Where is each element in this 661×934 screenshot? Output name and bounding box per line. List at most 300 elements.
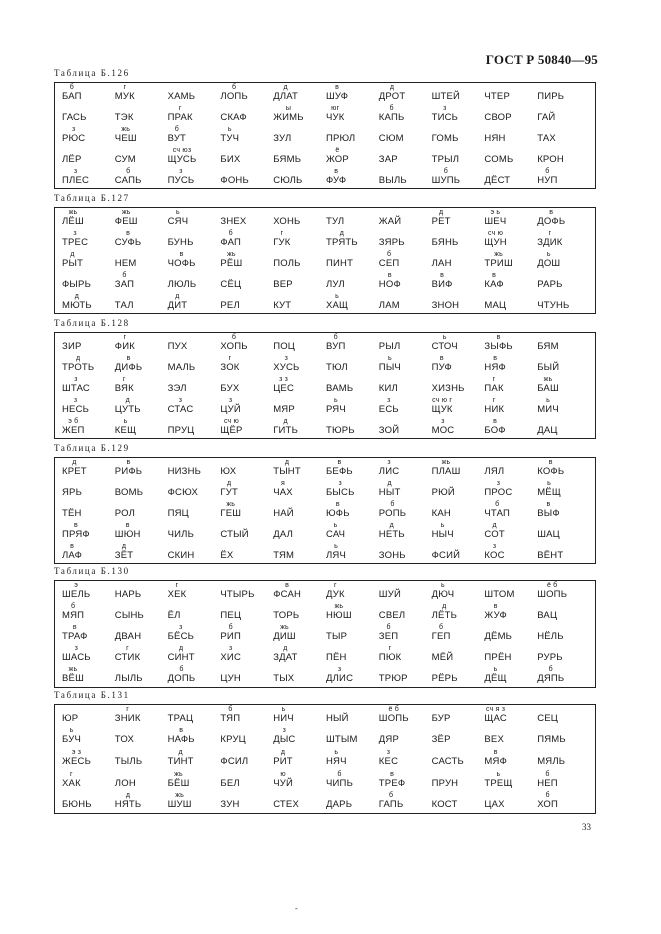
syllable-word bbox=[62, 272, 91, 290]
table-cell bbox=[326, 251, 379, 271]
table-row bbox=[55, 251, 595, 271]
table-cell bbox=[273, 397, 326, 417]
table-cell bbox=[220, 251, 273, 271]
phoneme-annotation: жь bbox=[226, 500, 236, 508]
table-cell bbox=[62, 749, 115, 769]
word-text: КИЛ bbox=[378, 382, 398, 394]
table-cell bbox=[62, 480, 115, 500]
syllable-word bbox=[168, 334, 188, 352]
syllable-word bbox=[379, 543, 406, 561]
syllable-word bbox=[115, 355, 143, 373]
syllable-word bbox=[379, 105, 405, 123]
table-row bbox=[55, 293, 595, 313]
syllable-word bbox=[379, 376, 398, 394]
syllable-word bbox=[326, 727, 358, 745]
table-row bbox=[55, 459, 595, 479]
table-grid bbox=[54, 457, 596, 564]
table-cell bbox=[326, 749, 379, 769]
phoneme-annotation: ь bbox=[69, 727, 74, 735]
table-cell bbox=[115, 418, 168, 438]
phoneme-annotation: б bbox=[122, 271, 127, 279]
table-cell bbox=[273, 522, 326, 542]
syllable-word bbox=[115, 543, 133, 561]
phoneme-annotation: в bbox=[390, 770, 394, 778]
word-text: ПОЛЬ bbox=[273, 257, 301, 269]
word-text: ЛАФ bbox=[62, 549, 83, 561]
table-cell bbox=[115, 480, 168, 500]
word-text: ЮХ bbox=[220, 465, 237, 477]
table-cell bbox=[326, 792, 379, 812]
table-cell bbox=[432, 334, 485, 354]
table-cell bbox=[115, 666, 168, 686]
table-cell bbox=[273, 251, 326, 271]
word-text: ЁЛ bbox=[167, 609, 181, 621]
word-text: ГИТЬ bbox=[273, 424, 298, 436]
word-text: ПРЁН bbox=[484, 652, 512, 664]
syllable-word bbox=[115, 397, 141, 415]
word-text: ЖЕСЬ bbox=[62, 755, 92, 767]
phoneme-annotation: з bbox=[179, 167, 183, 175]
table-cell bbox=[326, 522, 379, 542]
table-row bbox=[55, 168, 595, 188]
word-text: ЁХ bbox=[220, 549, 234, 561]
syllable-word bbox=[432, 582, 455, 600]
table-cell bbox=[220, 418, 273, 438]
table-cell bbox=[220, 355, 273, 375]
table-cell bbox=[273, 603, 326, 623]
syllable-word bbox=[168, 480, 198, 498]
table-cell bbox=[220, 126, 273, 146]
word-text: БУЧ bbox=[62, 734, 81, 746]
table-cell bbox=[62, 397, 115, 417]
syllable-word bbox=[62, 209, 84, 227]
page-number: 33 bbox=[582, 822, 591, 832]
word-text: ЛАН bbox=[431, 257, 452, 269]
word-text: РОПЬ bbox=[378, 507, 407, 519]
word-text: ЗДАТ bbox=[273, 652, 298, 664]
table-cell bbox=[379, 624, 432, 644]
table-cell bbox=[62, 376, 115, 396]
phoneme-annotation: з bbox=[338, 479, 342, 487]
table-cell bbox=[115, 293, 168, 313]
syllable-word bbox=[62, 727, 81, 745]
syllable-word bbox=[220, 355, 239, 373]
phoneme-annotation: сч я з bbox=[486, 705, 506, 713]
table-cell bbox=[115, 272, 168, 292]
phoneme-annotation: в bbox=[548, 458, 553, 466]
table-cell bbox=[432, 522, 485, 542]
word-text: НЮШ bbox=[325, 609, 352, 621]
phoneme-annotation: з bbox=[387, 458, 391, 466]
word-text: ЗЭЛ bbox=[167, 382, 187, 394]
word-text: ГАПЬ bbox=[378, 799, 404, 811]
word-text: ЕСЬ bbox=[378, 403, 399, 415]
word-text: МАЦ bbox=[484, 299, 507, 311]
word-text: СЮЛЬ bbox=[273, 174, 303, 186]
syllable-word bbox=[484, 706, 507, 724]
phoneme-annotation: жь bbox=[280, 623, 289, 631]
word-text: НЕТЬ bbox=[378, 528, 405, 540]
syllable-word bbox=[220, 666, 241, 684]
word-text: ЛАМ bbox=[378, 299, 400, 311]
word-text: ТИНТ bbox=[167, 755, 194, 767]
word-text: ЖОР bbox=[325, 153, 349, 165]
table-cell bbox=[379, 355, 432, 375]
syllable-word bbox=[537, 397, 559, 415]
syllable-word bbox=[168, 459, 202, 477]
syllable-word bbox=[273, 645, 297, 663]
word-text: ЛУЛ bbox=[325, 278, 345, 290]
table-cell bbox=[326, 624, 379, 644]
syllable-word bbox=[537, 126, 556, 144]
syllable-word bbox=[484, 168, 510, 186]
word-text: ПЯМЬ bbox=[537, 734, 566, 746]
syllable-word bbox=[432, 230, 459, 248]
word-text: ТЫР bbox=[325, 630, 348, 642]
table-cell bbox=[220, 645, 273, 665]
syllable-word bbox=[379, 522, 405, 540]
table-cell bbox=[326, 293, 379, 313]
table-cell bbox=[326, 355, 379, 375]
word-text: ФАП bbox=[220, 236, 242, 248]
word-text: ЛЁР bbox=[62, 153, 82, 165]
table-cell bbox=[62, 147, 115, 167]
table-cell bbox=[432, 792, 485, 812]
phoneme-annotation: ь bbox=[227, 125, 232, 133]
table-cell bbox=[168, 522, 221, 542]
word-text: КРУЦ bbox=[220, 734, 246, 746]
table-cell bbox=[484, 543, 537, 563]
table-cell bbox=[220, 749, 273, 769]
table-cell bbox=[537, 749, 590, 769]
syllable-word bbox=[537, 522, 560, 540]
table-cell bbox=[537, 105, 590, 125]
syllable-word bbox=[62, 334, 82, 352]
table-cell bbox=[220, 480, 273, 500]
table-cell bbox=[62, 84, 115, 104]
table-cell bbox=[537, 147, 590, 167]
syllable-word bbox=[326, 624, 347, 642]
word-text: ШУФ bbox=[325, 90, 349, 102]
syllable-word bbox=[220, 706, 240, 724]
table-row bbox=[55, 543, 595, 563]
table-cell bbox=[537, 293, 590, 313]
word-text: ЗНОН bbox=[431, 299, 460, 311]
word-text: ТРАФ bbox=[62, 630, 88, 642]
table-cell bbox=[379, 603, 432, 623]
word-text: СТОЧ bbox=[431, 340, 458, 352]
table-cell bbox=[326, 376, 379, 396]
table-cell bbox=[432, 84, 485, 104]
table-cell bbox=[326, 272, 379, 292]
syllable-word bbox=[273, 418, 298, 436]
table-cell bbox=[379, 168, 432, 188]
word-text: КОС bbox=[484, 549, 505, 561]
syllable-word bbox=[432, 522, 454, 540]
table-cell bbox=[379, 418, 432, 438]
phoneme-annotation: э ь bbox=[490, 208, 501, 216]
syllable-word bbox=[168, 355, 196, 373]
word-text: РАРЬ bbox=[537, 278, 563, 290]
table-cell bbox=[168, 543, 221, 563]
word-text: КУТ bbox=[273, 299, 292, 311]
syllable-word bbox=[432, 706, 451, 724]
syllable-word bbox=[168, 624, 194, 642]
syllable-word bbox=[62, 522, 90, 540]
syllable-word bbox=[379, 771, 406, 789]
syllable-word bbox=[62, 645, 91, 663]
word-text: КАН bbox=[431, 507, 451, 519]
word-text: ЦУТЬ bbox=[114, 403, 141, 415]
word-text: НЫЙ bbox=[325, 712, 349, 724]
word-text: КОСТ bbox=[431, 799, 458, 811]
syllable-word bbox=[484, 397, 504, 415]
word-text: ШЕЛЬ bbox=[62, 588, 91, 600]
syllable-word bbox=[484, 459, 504, 477]
table-cell bbox=[115, 355, 168, 375]
phoneme-annotation: ь bbox=[493, 666, 498, 674]
syllable-word bbox=[220, 147, 240, 165]
syllable-word bbox=[537, 334, 559, 352]
word-text: ШЕЧ bbox=[484, 215, 507, 227]
table-cell bbox=[379, 501, 432, 521]
word-text: СУФЬ bbox=[114, 236, 142, 248]
phoneme-annotation: з з bbox=[279, 375, 289, 383]
syllable-word bbox=[273, 293, 291, 311]
word-text: НЕСЬ bbox=[62, 403, 90, 415]
table-cell bbox=[220, 272, 273, 292]
syllable-word bbox=[326, 334, 345, 352]
phoneme-annotation: з bbox=[73, 167, 78, 175]
phoneme-annotation: в bbox=[493, 354, 498, 362]
syllable-word bbox=[537, 792, 558, 810]
syllable-word bbox=[537, 706, 558, 724]
phoneme-annotation: ь bbox=[175, 208, 180, 216]
syllable-word bbox=[432, 624, 451, 642]
phoneme-annotation: в bbox=[387, 271, 392, 279]
syllable-word bbox=[432, 397, 453, 415]
table-cell bbox=[537, 727, 590, 747]
table-cell bbox=[537, 251, 590, 271]
word-text: ЛЯЛ bbox=[484, 465, 505, 477]
table-cell bbox=[220, 501, 273, 521]
table-cell bbox=[432, 105, 485, 125]
table-cell bbox=[62, 666, 115, 686]
table-cell bbox=[115, 397, 168, 417]
phoneme-annotation: г bbox=[126, 645, 129, 653]
table-cell bbox=[484, 480, 537, 500]
phoneme-annotation: з bbox=[337, 666, 342, 674]
word-text: ДОФЬ bbox=[537, 215, 566, 227]
syllable-word bbox=[379, 418, 399, 436]
table-cell bbox=[326, 582, 379, 602]
table-cell bbox=[115, 645, 168, 665]
table-b128 bbox=[54, 318, 596, 439]
syllable-word bbox=[484, 126, 505, 144]
word-text: ВУТ bbox=[167, 132, 187, 144]
word-text: ЗОНЬ bbox=[378, 549, 406, 561]
table-cell bbox=[379, 334, 432, 354]
word-text: ГУК bbox=[273, 236, 291, 248]
syllable-word bbox=[62, 792, 92, 810]
word-text: ПРЯФ bbox=[62, 528, 90, 540]
word-text: ЛОН bbox=[114, 777, 136, 789]
word-text: ЦАХ bbox=[484, 799, 505, 811]
syllable-word bbox=[168, 84, 196, 102]
word-text: ФИК bbox=[114, 340, 135, 352]
syllable-word bbox=[432, 666, 458, 684]
table-cell bbox=[168, 603, 221, 623]
phoneme-annotation: э з bbox=[71, 748, 82, 756]
word-text: ФСИЛ bbox=[220, 755, 249, 767]
word-text: БАП bbox=[62, 90, 82, 102]
table-cell bbox=[379, 727, 432, 747]
syllable-word bbox=[326, 272, 345, 290]
syllable-word bbox=[273, 209, 300, 227]
word-text: ТЮЛ bbox=[325, 361, 348, 373]
table-cell bbox=[537, 522, 590, 542]
syllable-word bbox=[273, 334, 295, 352]
syllable-word bbox=[537, 624, 563, 642]
table-cell bbox=[273, 230, 326, 250]
word-text: НОФ bbox=[378, 278, 401, 290]
word-text: РЮС bbox=[62, 132, 86, 144]
table-row bbox=[55, 706, 595, 726]
table-cell bbox=[115, 251, 168, 271]
table-cell bbox=[484, 603, 537, 623]
table-caption: Таблица Б.131 bbox=[54, 690, 130, 700]
word-text: ГЕШ bbox=[220, 507, 242, 519]
phoneme-annotation: б bbox=[228, 623, 233, 631]
syllable-word bbox=[62, 105, 87, 123]
phoneme-annotation: ь bbox=[123, 417, 128, 425]
word-text: ЛЯЧ bbox=[325, 549, 347, 561]
word-text: РЕЛ bbox=[220, 299, 240, 311]
word-text: ХЕК bbox=[167, 588, 187, 600]
word-text: ДАЛ bbox=[273, 528, 294, 540]
syllable-word bbox=[484, 792, 504, 810]
word-text: ДАЦ bbox=[537, 424, 558, 436]
word-text: ТЫНТ bbox=[273, 465, 301, 477]
table-cell bbox=[62, 418, 115, 438]
table-cell bbox=[432, 355, 485, 375]
phoneme-annotation: жь bbox=[121, 208, 131, 216]
word-text: ТРИШ bbox=[484, 257, 513, 269]
table-cell bbox=[220, 459, 273, 479]
table-cell bbox=[168, 771, 221, 791]
table-cell bbox=[115, 522, 168, 542]
table-cell bbox=[379, 771, 432, 791]
table-cell bbox=[273, 727, 326, 747]
syllable-word bbox=[115, 771, 136, 789]
table-caption: Таблица Б.128 bbox=[54, 318, 130, 328]
table-cell bbox=[326, 459, 379, 479]
word-text: ЩУК bbox=[431, 403, 453, 415]
syllable-word bbox=[537, 251, 560, 269]
word-text: ЗОК bbox=[220, 361, 240, 373]
syllable-word bbox=[115, 522, 141, 540]
phoneme-annotation: в bbox=[335, 83, 340, 91]
word-text: ШУЙ bbox=[378, 588, 401, 600]
word-text: БУНЬ bbox=[167, 236, 194, 248]
table-row bbox=[55, 624, 595, 644]
word-text: ДУК bbox=[325, 588, 345, 600]
phoneme-annotation: в bbox=[179, 250, 184, 258]
phoneme-annotation: з bbox=[228, 396, 233, 404]
table-cell bbox=[115, 105, 168, 125]
phoneme-annotation: б bbox=[70, 602, 76, 610]
table-cell bbox=[273, 459, 326, 479]
phoneme-annotation: в bbox=[546, 500, 551, 508]
word-text: СЕЦ bbox=[537, 712, 559, 724]
word-text: ЩЁР bbox=[220, 424, 243, 436]
table-cell bbox=[168, 501, 221, 521]
syllable-word bbox=[273, 272, 293, 290]
table-cell bbox=[273, 501, 326, 521]
table-cell bbox=[273, 771, 326, 791]
phoneme-annotation: в bbox=[337, 458, 342, 466]
word-text: ЗНИК bbox=[114, 712, 141, 724]
word-text: ЛОПЬ bbox=[220, 90, 248, 102]
table-cell bbox=[537, 792, 590, 812]
word-text: НАФЬ bbox=[167, 734, 195, 746]
word-text: ПУФ bbox=[431, 361, 452, 373]
word-text: ЗЁТ bbox=[114, 549, 134, 561]
word-text: ЛИС bbox=[378, 465, 400, 477]
word-text: РЫТ bbox=[62, 257, 84, 269]
syllable-word bbox=[484, 603, 507, 621]
word-text: ДЛИС bbox=[325, 673, 354, 685]
syllable-word bbox=[115, 582, 142, 600]
table-cell bbox=[484, 706, 537, 726]
phoneme-annotation: жь bbox=[543, 375, 553, 383]
word-text: ПИРЬ bbox=[537, 90, 565, 102]
syllable-word bbox=[273, 727, 295, 745]
word-text: ДИШ bbox=[273, 630, 296, 642]
word-text: ЯРЬ bbox=[62, 486, 83, 498]
table-row bbox=[55, 792, 595, 812]
table-row bbox=[55, 603, 595, 623]
syllable-word bbox=[537, 147, 564, 165]
word-text: РИТ bbox=[273, 755, 293, 767]
syllable-word bbox=[115, 272, 134, 290]
word-text: ЗОЙ bbox=[378, 424, 400, 436]
word-text: ПЕЦ bbox=[220, 609, 242, 621]
phoneme-annotation: ь bbox=[333, 521, 338, 529]
word-text: МЁЩ bbox=[537, 486, 561, 498]
table-cell bbox=[484, 251, 537, 271]
phoneme-annotation: д bbox=[72, 458, 77, 466]
word-text: НАЙ bbox=[273, 507, 294, 519]
phoneme-annotation: д bbox=[283, 645, 288, 653]
table-cell bbox=[537, 418, 590, 438]
phoneme-annotation: ь bbox=[387, 354, 392, 362]
table-cell bbox=[168, 251, 221, 271]
table-cell bbox=[220, 84, 273, 104]
syllable-word bbox=[537, 645, 563, 663]
phoneme-annotation: б bbox=[228, 705, 233, 713]
word-text: ЦЕС bbox=[273, 382, 295, 394]
word-text: НАРЬ bbox=[114, 588, 142, 600]
phoneme-annotation: д bbox=[387, 479, 392, 487]
syllable-word bbox=[484, 355, 506, 373]
phoneme-annotation: ь bbox=[334, 748, 339, 756]
word-text: ЦУЙ bbox=[220, 403, 241, 415]
syllable-word bbox=[432, 334, 458, 352]
table-cell bbox=[115, 168, 168, 188]
syllable-word bbox=[62, 624, 88, 642]
table-cell bbox=[115, 727, 168, 747]
